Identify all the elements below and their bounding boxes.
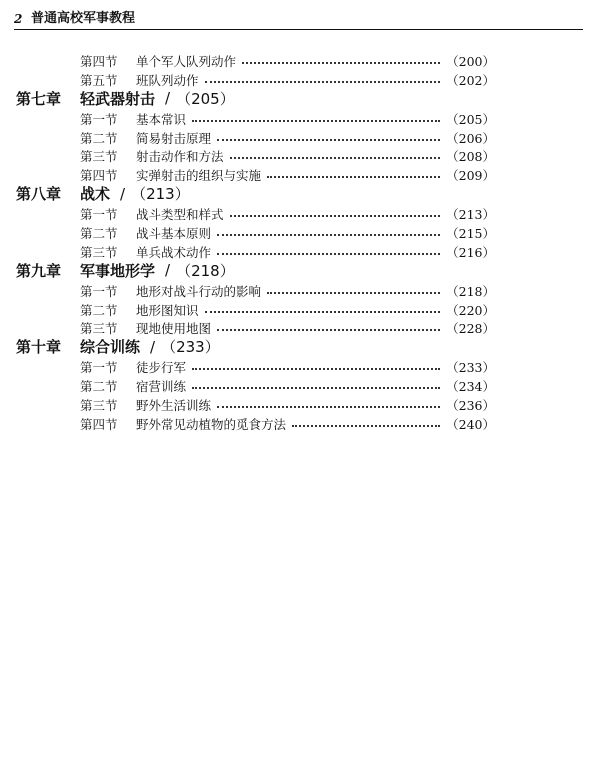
section-page: （228） <box>446 321 495 337</box>
dot-leader <box>192 387 440 389</box>
section-number: 第二节 <box>80 130 118 146</box>
chapter-page: （205） <box>176 89 235 108</box>
section-title: 单个军人队列动作 <box>136 54 237 69</box>
chapter-page: （213） <box>131 185 190 204</box>
section-page: （208） <box>446 149 495 165</box>
section-title: 班队列动作 <box>136 72 199 88</box>
dot-leader <box>217 139 440 141</box>
chapter-title: 战术 <box>80 185 111 204</box>
section-number: 第二节 <box>80 379 118 395</box>
chapter-separator: / <box>165 261 171 280</box>
chapter-number: 第七章 <box>16 89 62 108</box>
toc-section-entry <box>80 415 495 433</box>
section-number: 第四节 <box>80 54 118 69</box>
dot-leader <box>230 215 441 217</box>
section-title: 地形图知识 <box>136 302 199 318</box>
section-page: （206） <box>446 130 495 146</box>
section-number: 第三节 <box>80 149 118 165</box>
chapter-number: 第八章 <box>16 185 62 204</box>
dot-leader <box>192 368 440 370</box>
section-title: 野外常见动植物的觅食方法 <box>136 416 287 432</box>
dot-leader <box>292 425 440 427</box>
toc-chapter-entry <box>16 184 190 204</box>
section-number: 第五节 <box>80 72 118 88</box>
chapter-page: （233） <box>161 338 220 357</box>
toc-section-entry <box>80 166 495 184</box>
toc-section-entry <box>80 282 495 300</box>
toc-section-entry <box>80 396 495 414</box>
chapter-title: 综合训练 <box>80 338 141 357</box>
dot-leader <box>205 311 441 313</box>
toc-section-entry <box>80 377 495 395</box>
chapter-separator: / <box>120 184 126 203</box>
section-page: （233） <box>446 360 495 376</box>
chapter-separator: / <box>150 337 156 356</box>
chapter-page: （218） <box>176 261 235 280</box>
section-number: 第四节 <box>80 416 118 432</box>
section-page: （209） <box>446 168 495 183</box>
toc-section-entry <box>80 358 495 376</box>
chapter-title: 轻武器射击 <box>80 89 156 108</box>
section-title: 现地使用地图 <box>136 321 212 337</box>
dot-leader <box>217 329 440 331</box>
section-page: （205） <box>446 111 495 127</box>
toc-section-entry <box>80 205 495 223</box>
section-number: 第一节 <box>80 283 118 299</box>
toc-chapter-entry <box>16 260 235 280</box>
page-number: 2 <box>14 12 23 26</box>
toc-section-entry <box>80 243 495 261</box>
section-title: 简易射击原理 <box>136 130 212 146</box>
section-page: （236） <box>446 397 495 413</box>
toc-chapter-entry <box>16 88 235 108</box>
dot-leader <box>242 62 440 64</box>
section-number: 第三节 <box>80 244 118 260</box>
section-number: 第一节 <box>80 360 118 376</box>
book-title: 普通高校军事教程 <box>31 11 136 26</box>
dot-leader <box>267 292 440 294</box>
section-title: 射击动作和方法 <box>136 149 224 165</box>
section-page: （202） <box>446 72 495 88</box>
dot-leader <box>205 81 441 83</box>
dot-leader <box>267 176 440 178</box>
section-number: 第四节 <box>80 168 118 183</box>
section-number: 第二节 <box>80 225 118 241</box>
chapter-title: 军事地形学 <box>80 261 156 280</box>
section-title: 地形对战斗行动的影响 <box>136 283 262 299</box>
toc-section-entry <box>80 147 495 165</box>
toc-section-entry <box>80 224 495 242</box>
section-page: （220） <box>446 302 495 318</box>
section-page: （234） <box>446 379 495 395</box>
section-title: 单兵战术动作 <box>136 244 212 260</box>
section-number: 第三节 <box>80 397 118 413</box>
dot-leader <box>217 253 440 255</box>
toc-section-entry <box>80 110 495 128</box>
dot-leader <box>230 157 441 159</box>
section-number: 第二节 <box>80 302 118 318</box>
toc-section-entry <box>80 129 495 147</box>
chapter-number: 第十章 <box>16 338 62 357</box>
toc-section-entry <box>80 71 495 89</box>
running-header <box>14 10 583 30</box>
toc-section-entry <box>80 301 495 319</box>
dot-leader <box>192 120 440 122</box>
dot-leader <box>217 234 440 236</box>
section-number: 第三节 <box>80 321 118 337</box>
chapter-number: 第九章 <box>16 261 62 280</box>
section-page: （215） <box>446 225 495 241</box>
section-page: （240） <box>446 416 495 432</box>
section-page: （216） <box>446 244 495 260</box>
toc-section-entry <box>80 319 495 337</box>
section-page: （213） <box>446 207 495 223</box>
section-title: 基本常识 <box>136 111 187 127</box>
section-title: 实弹射击的组织与实施 <box>136 168 262 183</box>
section-page: （200） <box>446 54 495 69</box>
section-title: 野外生活训练 <box>136 397 212 413</box>
toc-section-entry <box>80 52 495 70</box>
section-title: 宿营训练 <box>136 379 187 395</box>
toc-chapter-entry <box>16 337 220 357</box>
dot-leader <box>217 406 440 408</box>
section-title: 战斗基本原则 <box>136 225 212 241</box>
section-page: （218） <box>446 283 495 299</box>
section-title: 战斗类型和样式 <box>136 207 224 223</box>
section-title: 徒步行军 <box>136 360 187 376</box>
chapter-separator: / <box>165 89 171 108</box>
section-number: 第一节 <box>80 111 118 127</box>
section-number: 第一节 <box>80 207 118 223</box>
